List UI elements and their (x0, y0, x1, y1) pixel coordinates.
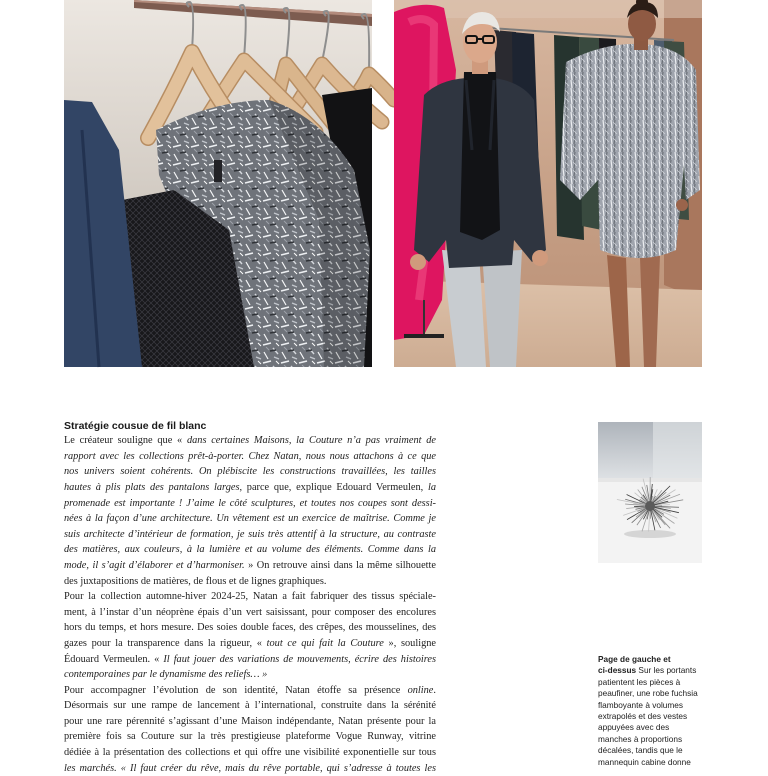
body-line (64, 745, 436, 761)
body-line (64, 449, 436, 465)
body-line (64, 574, 436, 590)
body-line-partial: les marchés. « Il faut créer du rêve, mais du rêve portable, qui s’adresse à toutes les (64, 761, 436, 768)
garment-clip (214, 160, 222, 182)
showroom-illustration (394, 0, 702, 367)
caption-segment: Page de gauche et (598, 655, 671, 664)
body-text-segment: , parce que, explique Edouard Vermeulen, (239, 482, 428, 493)
caption-segment: ci-dessus (598, 666, 636, 675)
caption-segment: décalées, tandis que le (598, 746, 683, 755)
caption-segment: peaufiner, une robe fuchsia (598, 689, 698, 698)
body-text-segment: Le créateur souligne que « (64, 435, 187, 446)
photo-metal-sculpture (598, 422, 702, 563)
hand (410, 254, 426, 270)
caption-line (598, 734, 702, 745)
body-text-segment: Édouard Vermeulen. « (64, 654, 163, 665)
body-line (64, 511, 436, 527)
caption-segment: appuyées avec des (598, 723, 669, 732)
body-text-segment: suis architecte d’intérieur de formation, je suis très attentif à la structure, au contraste (64, 529, 436, 540)
window-light (653, 422, 702, 478)
hand (532, 250, 548, 266)
body-line (64, 698, 436, 714)
caption-segment: mannequin cabine donne (598, 758, 691, 767)
article-body (64, 433, 436, 768)
body-line (64, 480, 436, 496)
body-line (64, 667, 436, 683)
body-text-segment: hautes à plis plats des pantalons larges (64, 482, 239, 493)
body-text-segment: première fois sa Couture sur la très prestigieuse plateforme Vogue Runway, vitrine (64, 731, 436, 742)
caption-line (598, 677, 702, 688)
body-line (64, 433, 436, 449)
body-text-segment: mode, il s’agit d’élaborer et d’harmoniser. (64, 560, 245, 571)
body-text-segment: des matières, aux couleurs, à la lumière et au volume des éléments. Comme dans la (64, 544, 436, 555)
caption-line (598, 711, 702, 722)
body-text-segment: », souligne (384, 638, 436, 649)
body-line (64, 464, 436, 480)
model-hand (676, 199, 688, 211)
body-line (64, 527, 436, 543)
body-line (64, 620, 436, 636)
body-line (64, 729, 436, 745)
body-text-segment: dans certaines Maisons, la Couture n’a pas vraiment de (187, 435, 436, 446)
photo-designer-and-model (394, 0, 702, 367)
body-text-segment: Désormais sur une rampe de lancement à l’international, construite dans la sérénité (64, 700, 436, 711)
body-line (64, 542, 436, 558)
body-text-segment: nées à la façon d’une architecture. Un vêtement est un exercice de maîtrise. Comme je (64, 513, 436, 524)
caption-segment: flamboyante à volumes (598, 701, 683, 710)
caption-line (598, 688, 702, 699)
caption-segment: extrapolés et des vestes (598, 712, 687, 721)
body-line (64, 652, 436, 668)
body-line (64, 589, 436, 605)
body-text-segment: rapport avec les collections prêt-à-porter. Chez Natan, nous nous attachons à ce que (64, 451, 436, 462)
body-text-segment: ment, à l’instar d’un néoprène épais d’un vert saisissant, pour composer des encolures (64, 607, 436, 618)
body-text-segment: Pour la collection automne-hiver 2024-25, Natan a fait fabriquer des tissus spéciale- (64, 591, 436, 602)
body-text-segment: pour une rare pérennité s’agissant d’une Maison indépendante, Natan présente pour la (64, 716, 436, 727)
body-text-segment: . (433, 685, 436, 696)
caption-line (598, 722, 702, 733)
body-text-segment: promenade est importante ! J’aime le côté sculptures, et toutes nos coupes sont dessi- (64, 498, 436, 509)
section-heading: Stratégie cousue de fil blanc (64, 419, 206, 433)
body-line (64, 714, 436, 730)
clothing-rack-illustration (64, 0, 372, 367)
body-line (64, 558, 436, 574)
body-line (64, 605, 436, 621)
caption-line (598, 757, 702, 768)
body-line (64, 496, 436, 512)
caption-line (598, 700, 702, 711)
sculpture-shadow (624, 530, 676, 538)
caption-line (598, 654, 702, 665)
body-text-segment: tout ce qui fait la Couture (267, 638, 384, 649)
body-text-segment: Il faut jouer des variations de mouvements, écrire des histoires (163, 654, 436, 665)
body-text-segment: la (428, 482, 436, 493)
body-text-segment: dédiée à la présentation des collections et qui offre une visibilité exponentielle sur tous (64, 747, 436, 758)
caption-segment: Sur les portants (636, 666, 696, 675)
body-text-segment: gazes pour la transparence dans la rigueur, « (64, 638, 267, 649)
caption-line (598, 665, 702, 676)
body-text-segment: » On retrouve ainsi dans la même silhouette (245, 560, 436, 571)
caption-segment: manches à proportions (598, 735, 682, 744)
body-text-segment: contemporaines par le dynamisme des reliefs… » (64, 669, 267, 680)
body-line (64, 683, 436, 699)
body-text-segment: des juxtapositions de matières, de flous et de lignes graphiques. (64, 576, 326, 587)
sculpture-core (645, 501, 655, 511)
body-line (64, 636, 436, 652)
sculpture-illustration (598, 422, 702, 563)
photo-caption (598, 654, 702, 768)
body-text-segment: online (408, 685, 434, 696)
caption-segment: patientent les pièces à (598, 678, 680, 687)
body-text-segment: hors du temps, et hors mesure. Des soies double faces, des crêpes, des mousselines, des (64, 622, 436, 633)
body-text-segment: Pour accompagner l’évolution de son identité, Natan étoffe sa présence (64, 685, 408, 696)
photo-clothing-rack (64, 0, 372, 367)
body-text-segment: nos univers soient cohérents. On plébiscite les constructions travaillées, les tailles (64, 466, 436, 477)
caption-line (598, 745, 702, 756)
